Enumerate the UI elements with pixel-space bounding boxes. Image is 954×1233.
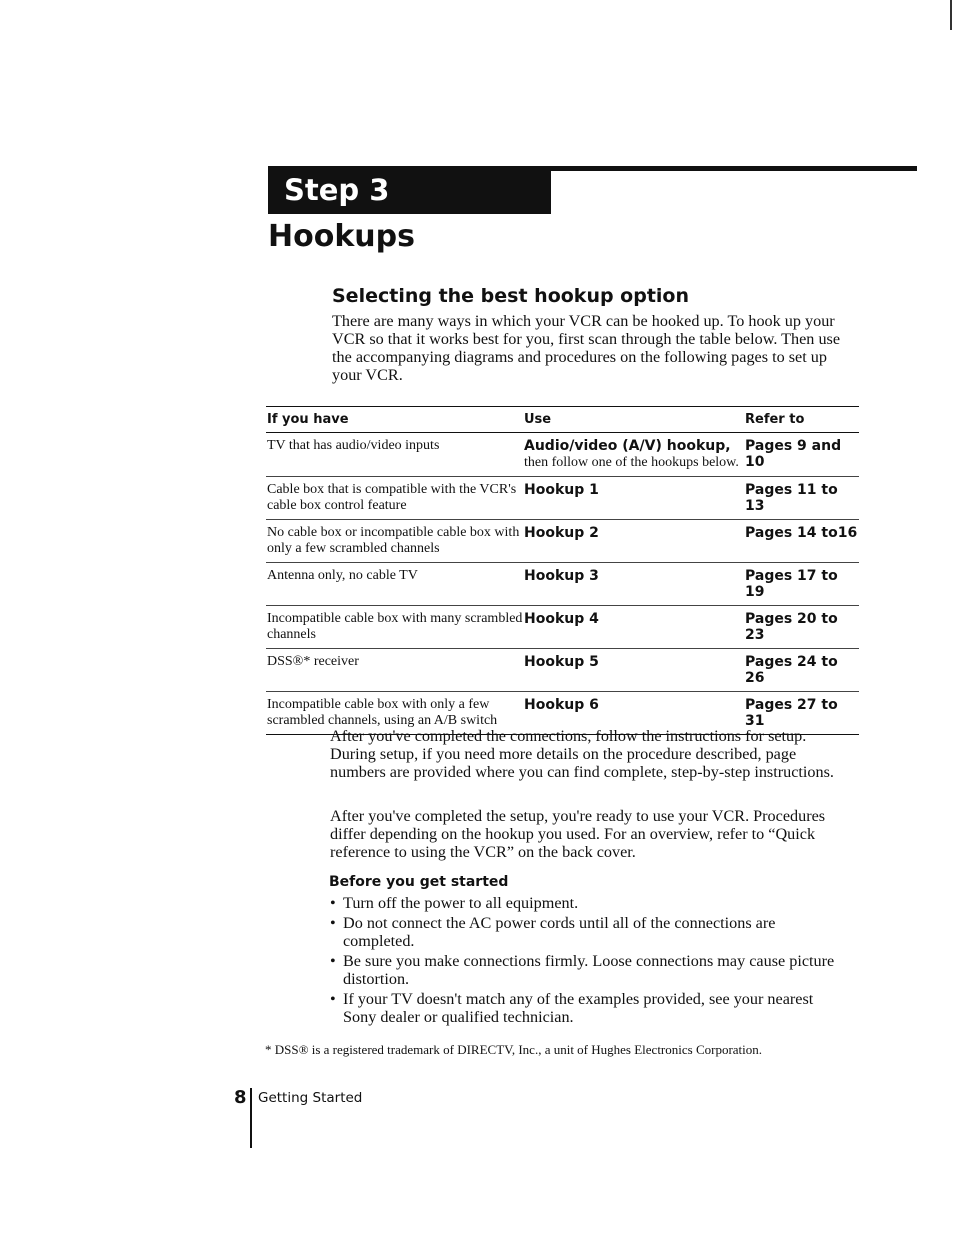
setup-paragraph: After you've completed the connections, follow the instructions for setup. During setup, if you need more details on the procedure described, page numbers are provided where you can find complete, step-by-step instructions. [330, 727, 834, 781]
column-header-have: If you have [266, 407, 523, 433]
bullet-icon: • [330, 990, 336, 1008]
cell-refer: Pages 9 and 10 [744, 433, 859, 477]
cell-use [523, 433, 744, 477]
cell-use-note: then follow one of the hookups below. [524, 455, 739, 470]
cell-use: Hookup 5 [523, 649, 744, 692]
list-item [330, 914, 850, 950]
list-item-text: Turn off the power to all equipment. [343, 894, 579, 912]
cell-use: Hookup 6 [523, 692, 744, 735]
hookup-table [266, 406, 859, 735]
list-item [330, 990, 850, 1026]
bullet-icon: • [330, 952, 336, 970]
section-title: Selecting the best hookup option [332, 285, 690, 307]
intro-paragraph: There are many ways in which your VCR can be hooked up. To hook up your VCR so that it works best for you, first scan through the table below. Then use the accompanying diagrams and procedures on the following pages to set up your VCR. [332, 312, 841, 384]
table-header-row [266, 407, 859, 433]
column-header-use: Use [523, 407, 744, 433]
cell-use: Hookup 4 [523, 606, 744, 649]
step-label: Step 3 [284, 173, 390, 207]
list-item-text: If your TV doesn't match any of the examples provided, see your nearest Sony dealer or qualified technician. [343, 990, 814, 1026]
cell-have: No cable box or incompatible cable box with only a few scrambled channels [266, 520, 523, 563]
list-item-text: Do not connect the AC power cords until all of the connections are completed. [343, 914, 776, 950]
cell-use: Hookup 3 [523, 563, 744, 606]
cell-refer: Pages 17 to 19 [744, 563, 859, 606]
table-row [266, 520, 859, 563]
table-row [266, 649, 859, 692]
table-row [266, 563, 859, 606]
list-item [330, 894, 850, 912]
page-title: Hookups [268, 219, 415, 254]
footer-divider [250, 1088, 252, 1148]
page-edge-line [950, 0, 952, 30]
cell-refer: Pages 14 to16 [744, 520, 859, 563]
cell-refer: Pages 20 to 23 [744, 606, 859, 649]
table-row [266, 606, 859, 649]
cell-use: Hookup 2 [523, 520, 744, 563]
page-number: 8 [234, 1087, 247, 1108]
cell-refer: Pages 11 to 13 [744, 477, 859, 520]
trademark-footnote: * DSS® is a registered trademark of DIRECTV, Inc., a unit of Hughes Electronics Corporation. [265, 1042, 763, 1057]
before-you-start-heading: Before you get started [329, 874, 509, 890]
cell-have: Incompatible cable box with many scrambled channels [266, 606, 523, 649]
footer-section-name: Getting Started [258, 1090, 363, 1106]
cell-refer: Pages 27 to 31 [744, 692, 859, 735]
cell-have: DSS®* receiver [266, 649, 523, 692]
table-row [266, 433, 859, 477]
cell-use-label: Audio/video (A/V) hookup, [524, 438, 731, 454]
bullet-icon: • [330, 914, 336, 932]
list-item-text: Be sure you make connections firmly. Loose connections may cause picture distortion. [343, 952, 835, 988]
bullet-icon: • [330, 894, 336, 912]
cell-have: Antenna only, no cable TV [266, 563, 523, 606]
cell-have: TV that has audio/video inputs [266, 433, 523, 477]
cell-have: Cable box that is compatible with the VCR's cable box control feature [266, 477, 523, 520]
list-item [330, 952, 850, 988]
cell-have: Incompatible cable box with only a few scrambled channels, using an A/B switch [266, 692, 523, 735]
cell-refer: Pages 24 to 26 [744, 649, 859, 692]
usage-paragraph: After you've completed the setup, you're ready to use your VCR. Procedures differ depending on the hookup you used. For an overview, refer to “Quick reference to using the VCR” on the back cover. [330, 807, 826, 861]
cell-use: Hookup 1 [523, 477, 744, 520]
table-row [266, 477, 859, 520]
precaution-list [330, 894, 850, 1028]
column-header-refer: Refer to [744, 407, 859, 433]
